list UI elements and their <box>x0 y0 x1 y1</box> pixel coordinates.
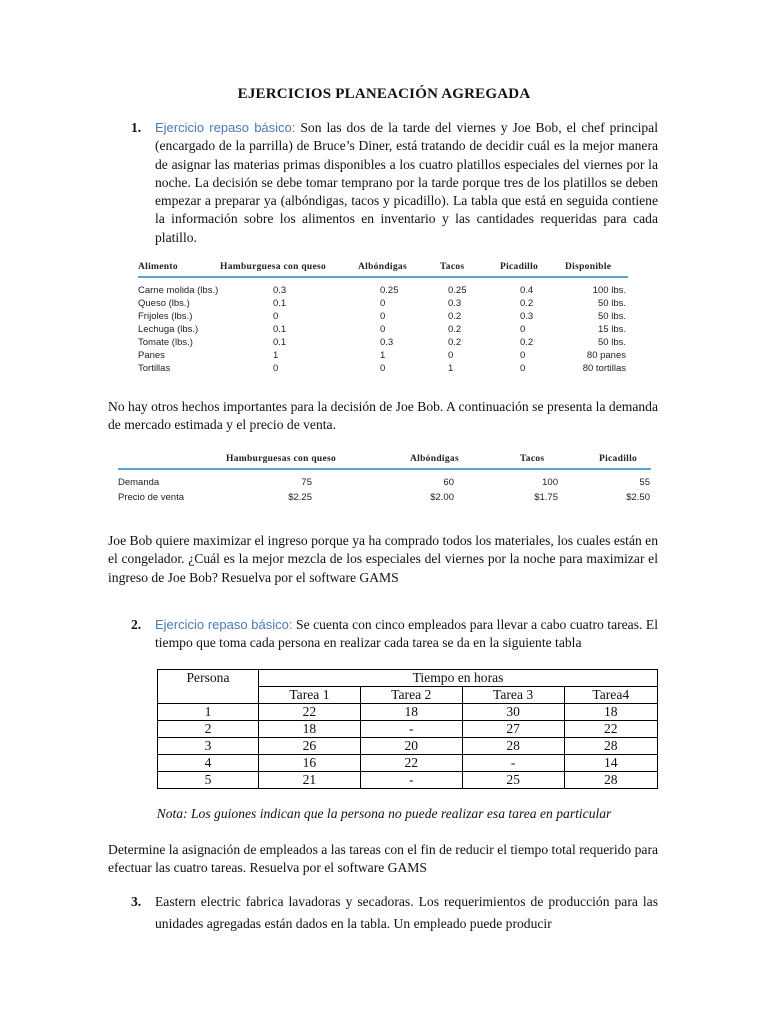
demand-cell: $1.75 <box>534 492 558 503</box>
ingredients-cell: 0 <box>520 350 526 361</box>
demand-cell: $2.25 <box>288 492 312 503</box>
ingredients-cell: 0 <box>520 363 526 374</box>
assignment-cell: 18 <box>564 704 657 721</box>
document-title: EJERCICIOS PLANEACIÓN AGREGADA <box>237 86 531 102</box>
assignment-cell: 28 <box>564 738 657 755</box>
assignment-cell: 18 <box>360 704 462 721</box>
assignment-row <box>158 772 658 789</box>
assignment-cell: 28 <box>564 772 657 789</box>
demand-cell: Demanda <box>118 477 160 488</box>
ingredients-cell: 50 lbs. <box>598 337 626 348</box>
ingredients-header-available: Disponible <box>565 262 612 272</box>
ingredients-cell: 15 lbs. <box>598 324 626 335</box>
ingredients-cell: 0.3 <box>448 298 462 309</box>
exercise-1-number: 1. <box>131 120 142 135</box>
assignment-header-row <box>158 670 658 687</box>
ingredients-cell: 80 tortillas <box>582 363 626 374</box>
assignment-cell: 21 <box>259 772 361 789</box>
assignment-header-person: Persona <box>158 670 259 704</box>
ingredients-cell: 0.2 <box>520 298 534 309</box>
assignment-cell: 22 <box>259 704 361 721</box>
ingredients-cell: 0 <box>380 311 386 322</box>
demand-cell: Precio de venta <box>118 492 185 503</box>
demand-header-meatballs: Albóndigas <box>410 454 459 464</box>
assignment-cell: - <box>360 772 462 789</box>
assignment-header-task: Tarea 2 <box>360 687 462 704</box>
ingredients-cell: Carne molida (lbs.) <box>138 285 219 296</box>
demand-cell: 55 <box>639 477 650 488</box>
ingredients-cell: 50 lbs. <box>598 298 626 309</box>
exercise-1 <box>131 119 658 247</box>
demand-cell: 75 <box>301 477 312 488</box>
ingredients-header-meatballs: Albóndigas <box>358 262 407 272</box>
assignment-header-task: Tarea4 <box>564 687 657 704</box>
exercise-1-text: Son las dos de la tarde del viernes y Joe Bob, el chef principal (encargado de la parrilla) de Bruce’s Diner, está tratando de decidir cuál es la mejor manera de asignar las materias primas disponibles a los cuatro platillos especiales del viernes por la noche. La decisión se debe tomar temprano por la tarde porque tres de los platillos se deben empezar a preparar ya (albóndigas, tacos y picadillo). La tabla que está en seguida contiene la información sobre los alimentos en inventario y las cantidades requeridas para cada platillo. <box>155 120 658 245</box>
assignment-cell: 20 <box>360 738 462 755</box>
assignment-row <box>158 755 658 772</box>
ingredients-cell: Frijoles (lbs.) <box>138 311 193 322</box>
exercise-3 <box>131 891 658 935</box>
assignment-row <box>158 704 658 721</box>
demand-cell: 60 <box>443 477 454 488</box>
demand-table <box>118 454 651 506</box>
ingredients-cell: 0.1 <box>273 298 287 309</box>
ingredients-header-hamburger: Hamburguesa con queso <box>220 262 327 272</box>
demand-header-tacos: Tacos <box>520 454 545 464</box>
exercise-3-number: 3. <box>131 894 142 909</box>
ingredients-cell: 0.1 <box>273 337 287 348</box>
assignment-row <box>158 738 658 755</box>
paragraph-assignment-task: Determine la asignación de empleados a las tareas con el fin de reducir el tiempo total requerido para efectuar las cuatro tareas. Resuelva por el software GAMS <box>108 842 658 876</box>
assignment-header-task: Tarea 1 <box>259 687 361 704</box>
exercise-2 <box>131 616 658 653</box>
assignment-cell: 2 <box>158 721 259 738</box>
ingredients-cell: 0.3 <box>520 311 534 322</box>
ingredients-cell: 0.3 <box>273 285 287 296</box>
ingredients-cell: 0.1 <box>273 324 287 335</box>
ingredients-cell: 0 <box>448 350 454 361</box>
ingredients-cell: Tortillas <box>138 363 171 374</box>
exercise-1-lead: Ejercicio repaso básico: <box>155 120 296 135</box>
ingredients-cell: 0.25 <box>380 285 399 296</box>
ingredients-cell: Tomate (lbs.) <box>138 337 193 348</box>
ingredients-header-food: Alimento <box>138 262 178 272</box>
demand-cell: $2.00 <box>430 492 454 503</box>
assignment-cell: - <box>360 721 462 738</box>
assignment-header-time: Tiempo en horas <box>259 670 658 687</box>
assignment-cell: 5 <box>158 772 259 789</box>
ingredients-cell: Queso (lbs.) <box>138 298 190 309</box>
assignment-cell: - <box>462 755 564 772</box>
demand-cell: 100 <box>542 477 558 488</box>
assignment-cell: 18 <box>259 721 361 738</box>
ingredients-cell: 50 lbs. <box>598 311 626 322</box>
ingredients-cell: 0 <box>520 324 526 335</box>
exercise-2-number: 2. <box>131 617 142 632</box>
paragraph-objective: Joe Bob quiere maximizar el ingreso porque ya ha comprado todos los materiales, los cuales están en el congelador. ¿Cuál es la mejor mezcla de los especiales del viernes por la noche para maximizar el ingreso de Joe Bob? Resuelva por el software GAMS <box>108 533 659 585</box>
ingredients-header-tacos: Tacos <box>440 262 465 272</box>
assignment-cell: 28 <box>462 738 564 755</box>
assignment-cell: 4 <box>158 755 259 772</box>
assignment-cell: 1 <box>158 704 259 721</box>
ingredients-cell: 0.2 <box>448 337 462 348</box>
ingredients-cell: 0.4 <box>520 285 534 296</box>
assignment-cell: 22 <box>564 721 657 738</box>
ingredients-cell: 100 lbs. <box>592 285 626 296</box>
assignment-cell: 22 <box>360 755 462 772</box>
ingredients-cell: Lechuga (lbs.) <box>138 324 199 335</box>
ingredients-cell: 0 <box>380 324 386 335</box>
demand-header-picadillo: Picadillo <box>599 454 638 464</box>
assignment-cell: 16 <box>259 755 361 772</box>
assignment-row <box>158 721 658 738</box>
table-note: Nota: Los guiones indican que la persona no puede realizar esa tarea en particular <box>156 806 612 821</box>
ingredients-cell: 0 <box>273 363 279 374</box>
ingredients-cell: 1 <box>380 350 386 361</box>
ingredients-header-rule <box>138 276 628 278</box>
exercise-2-text: Se cuenta con cinco empleados para llevar a cabo cuatro tareas. El tiempo que toma cada persona en realizar cada tarea se da en la siguiente tabla <box>155 617 658 651</box>
ingredients-cell: 0 <box>273 311 279 322</box>
assignment-table <box>157 669 658 789</box>
ingredients-cell: 1 <box>448 363 454 374</box>
ingredients-cell: 0 <box>380 298 386 309</box>
assignment-cell: 26 <box>259 738 361 755</box>
ingredients-cell: 0.3 <box>380 337 394 348</box>
assignment-cell: 3 <box>158 738 259 755</box>
demand-header-rule <box>118 468 651 470</box>
demand-cell: $2.50 <box>626 492 650 503</box>
exercise-2-lead: Ejercicio repaso básico: <box>155 617 293 632</box>
exercise-3-text: Eastern electric fabrica lavadoras y secadoras. Los requerimientos de producción para las unidades agregadas están dados en la tabla. Un empleado puede producir <box>155 894 658 931</box>
assignment-header-task: Tarea 3 <box>462 687 564 704</box>
assignment-cell: 25 <box>462 772 564 789</box>
ingredients-cell: 1 <box>273 350 279 361</box>
assignment-cell: 27 <box>462 721 564 738</box>
ingredients-cell: Panes <box>138 350 165 361</box>
ingredients-cell: 0 <box>380 363 386 374</box>
ingredients-cell: 0.2 <box>448 324 462 335</box>
ingredients-cell: 0.2 <box>520 337 534 348</box>
ingredients-header-picadillo: Picadillo <box>500 262 539 272</box>
ingredients-table <box>138 262 628 378</box>
ingredients-cell: 0.25 <box>448 285 467 296</box>
paragraph-demand-intro: No hay otros hechos importantes para la decisión de Joe Bob. A continuación se presenta la demanda de mercado estimada y el precio de venta. <box>108 399 658 433</box>
ingredients-cell: 0.2 <box>448 311 462 322</box>
ingredients-cell: 80 panes <box>586 350 626 361</box>
assignment-cell: 14 <box>564 755 657 772</box>
demand-header-hamburger: Hamburguesas con queso <box>226 454 337 464</box>
assignment-cell: 30 <box>462 704 564 721</box>
